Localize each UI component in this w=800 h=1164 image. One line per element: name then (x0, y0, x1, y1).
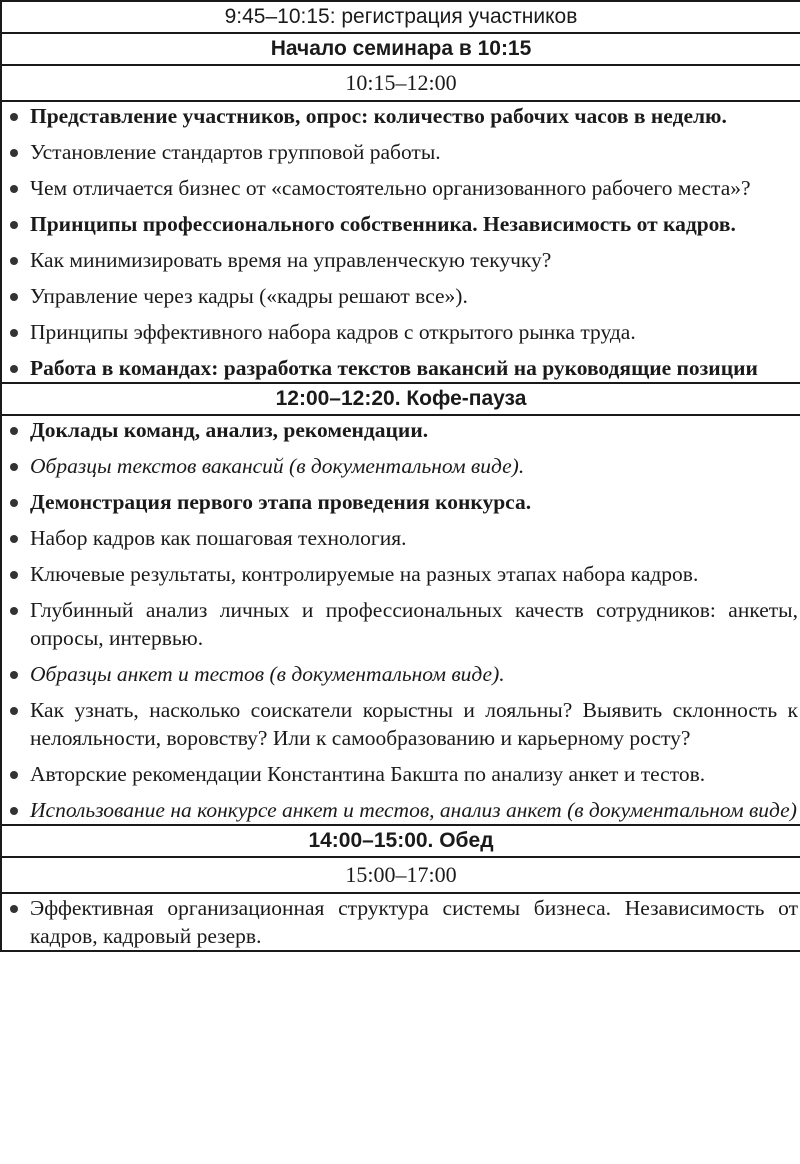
agenda-item-text: Управление через кадры («кадры решают все»). (30, 284, 468, 308)
schedule-row (1, 1, 800, 33)
agenda-item-text: Образцы текстов вакансий (в документальном виде). (30, 454, 525, 478)
bullet-icon (10, 185, 18, 193)
agenda-item (2, 524, 800, 552)
bullet-icon (10, 293, 18, 301)
bullet-icon (10, 571, 18, 579)
agenda-item-text: Образцы анкет и тестов (в документальном виде). (30, 662, 505, 686)
agenda-item-text: Авторские рекомендации Константина Бакшта по анализу анкет и тестов. (30, 762, 706, 786)
bullet-icon (10, 771, 18, 779)
section-header: Начало семинара в 10:15 (1, 33, 800, 65)
agenda-item (2, 354, 800, 382)
agenda-item (2, 174, 800, 202)
agenda-item-text: Установление стандартов групповой работы. (30, 140, 441, 164)
agenda-item (2, 596, 800, 652)
schedule-row (1, 857, 800, 893)
bullet-icon (10, 707, 18, 715)
schedule-row (1, 893, 800, 951)
bullet-icon (10, 535, 18, 543)
bullet-icon (10, 329, 18, 337)
bullet-icon (10, 499, 18, 507)
schedule-row (1, 415, 800, 825)
bullet-icon (10, 905, 18, 913)
agenda-items-cell (1, 101, 800, 383)
bullet-icon (10, 365, 18, 373)
bullet-icon (10, 463, 18, 471)
agenda-items-cell (1, 893, 800, 951)
agenda-item (2, 246, 800, 274)
agenda-item-text: Как минимизировать время на управленческую текучку? (30, 248, 552, 272)
agenda-item-text: Чем отличается бизнес от «самостоятельно организованного рабочего места»? (30, 176, 751, 200)
time-slot: 15:00–17:00 (1, 857, 800, 893)
bullet-icon (10, 257, 18, 265)
agenda-list (2, 102, 800, 382)
agenda-item (2, 696, 800, 752)
agenda-item-text: Доклады команд, анализ, рекомендации. (30, 418, 429, 442)
section-header: 9:45–10:15: регистрация участников (1, 1, 800, 33)
agenda-item (2, 796, 800, 824)
agenda-item-text: Набор кадров как пошаговая технология. (30, 526, 407, 550)
agenda-item (2, 138, 800, 166)
agenda-items-cell (1, 415, 800, 825)
time-slot: 10:15–12:00 (1, 65, 800, 101)
agenda-item-text: Представление участников, опрос: количество рабочих часов в неделю. (30, 104, 727, 128)
agenda-item-text: Принципы эффективного набора кадров с открытого рынка труда. (30, 320, 636, 344)
agenda-item-text: Ключевые результаты, контролируемые на разных этапах набора кадров. (30, 562, 699, 586)
schedule-row (1, 33, 800, 65)
agenda-item-text: Работа в командах: разработка текстов вакансий на руководящие позиции (30, 356, 758, 380)
agenda-item-text: Как узнать, насколько соискатели корыстны и лояльны? Выявить склонность к нелояльности, воровству? Или к самообразованию и карьерному росту? (30, 698, 798, 750)
schedule-row (1, 101, 800, 383)
section-header: 14:00–15:00. Обед (1, 825, 800, 857)
bullet-icon (10, 113, 18, 121)
agenda-item (2, 282, 800, 310)
agenda-item-text: Принципы профессионального собственника. Независимость от кадров. (30, 212, 736, 236)
agenda-item (2, 416, 800, 444)
agenda-item (2, 894, 800, 950)
bullet-icon (10, 149, 18, 157)
agenda-item (2, 210, 800, 238)
schedule-row (1, 65, 800, 101)
schedule-row (1, 825, 800, 857)
agenda-item (2, 102, 800, 130)
bullet-icon (10, 607, 18, 615)
agenda-item-text: Демонстрация первого этапа проведения конкурса. (30, 490, 532, 514)
agenda-item-text: Эффективная организационная структура системы бизнеса. Независимость от кадров, кадровый резерв. (30, 896, 798, 948)
agenda-item-text: Использование на конкурсе анкет и тестов, анализ анкет (в документальном виде) (30, 798, 797, 822)
agenda-item (2, 318, 800, 346)
section-header: 12:00–12:20. Кофе-пауза (1, 383, 800, 415)
bullet-icon (10, 427, 18, 435)
agenda-item (2, 660, 800, 688)
bullet-icon (10, 671, 18, 679)
schedule-row (1, 383, 800, 415)
agenda-item (2, 488, 800, 516)
agenda-item (2, 560, 800, 588)
bullet-icon (10, 807, 18, 815)
agenda-item (2, 452, 800, 480)
agenda-item (2, 760, 800, 788)
agenda-list (2, 894, 800, 950)
agenda-list (2, 416, 800, 824)
bullet-icon (10, 221, 18, 229)
agenda-item-text: Глубинный анализ личных и профессиональных качеств сотрудников: анкеты, опросы, интервью. (30, 598, 798, 650)
